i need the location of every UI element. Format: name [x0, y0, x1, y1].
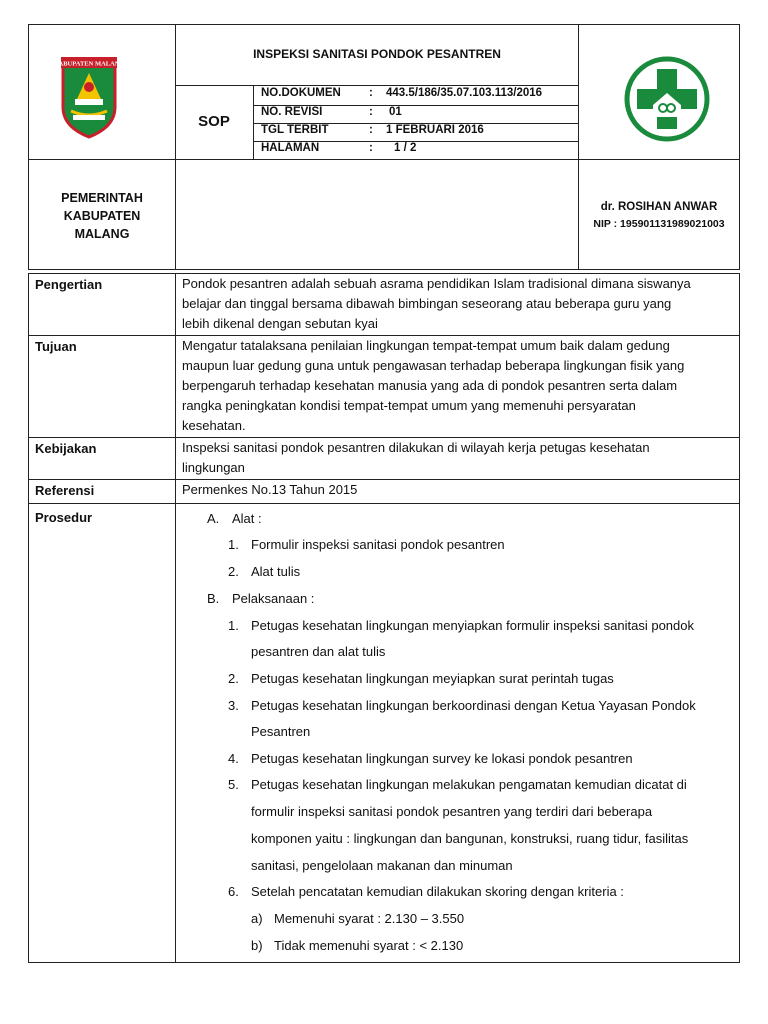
row-label-referensi: Referensi	[35, 483, 95, 498]
step-5-line-1: Petugas kesehatan lingkungan melakukan pengamatan kemudian dicatat di	[251, 777, 687, 792]
svg-text:KABUPATEN MALANG: KABUPATEN MALANG	[57, 60, 121, 68]
kebijakan-line-2: lingkungan	[182, 460, 245, 475]
signer-name: dr. ROSIHAN ANWAR	[600, 201, 718, 213]
step-num-6: 6.	[228, 884, 239, 899]
step-num-2: 2.	[228, 671, 239, 686]
step-3-line-1: Petugas kesehatan lingkungan berkoordinasi dengan Ketua Yayasan Pondok	[251, 698, 696, 713]
section-b-num: B.	[207, 591, 220, 606]
step-6-line-1: Setelah pencatatan kemudian dilakukan skoring dengan kriteria :	[251, 884, 624, 899]
step-5-line-3: komponen yaitu : lingkungan dan bangunan, konstruksi, ruang tidur, fasilitas	[251, 831, 689, 846]
gov-line-2: KABUPATEN	[63, 209, 141, 223]
alat-text-2: Alat tulis	[251, 564, 301, 579]
row-label-prosedur: Prosedur	[35, 510, 93, 525]
sop-label: SOP	[198, 113, 230, 130]
gov-line-1: PEMERINTAH	[61, 191, 143, 205]
kebijakan-line-1: Inspeksi sanitasi pondok pesantren dilakukan di wilayah kerja petugas kesehatan	[182, 440, 650, 455]
document-title: INSPEKSI SANITASI PONDOK PESANTREN	[253, 47, 501, 61]
tujuan-line-2: maupun luar gedung guna untuk pengawasan terhadap beberapa lingkungan fisik yang	[182, 358, 685, 373]
step-num-5: 5.	[228, 777, 239, 792]
gov-line-3: MALANG	[74, 227, 130, 241]
tujuan-line-1: Mengatur tatalaksana penilaian lingkungan tempat-tempat umum baik dalam gedung	[182, 338, 670, 353]
meta-sep: :	[369, 142, 373, 154]
tujuan-line-3: berpengaruh terhadap kesehatan manusia yang ada di pondok pesantren serta dalam	[182, 378, 678, 393]
signer-nip: NIP : 195901131989021003	[593, 218, 725, 230]
row-label-kebijakan: Kebijakan	[35, 441, 97, 456]
row-label-pengertian: Pengertian	[35, 277, 103, 292]
row-label-tujuan: Tujuan	[35, 339, 77, 354]
alat-num-1: 1.	[228, 537, 239, 552]
step-num-4: 4.	[228, 751, 239, 766]
step-1-line-2: pesantren dan alat tulis	[251, 644, 386, 659]
step-5-line-4: sanitasi, pengelolaan makanan dan minuman	[251, 858, 513, 873]
meta-label-halaman: HALAMAN	[261, 142, 320, 154]
puskesmas-logo	[623, 55, 711, 143]
step-4-line-1: Petugas kesehatan lingkungan survey ke lokasi pondok pesantren	[251, 751, 633, 766]
kabupaten-malang-logo	[57, 55, 121, 139]
meta-label-nodokumen: NO.DOKUMEN	[261, 87, 341, 99]
step-2-line-1: Petugas kesehatan lingkungan meyiapkan surat perintah tugas	[251, 671, 614, 686]
sop-body-table	[28, 273, 740, 963]
meta-value-nodokumen: 443.5/186/35.07.103.113/2016	[386, 87, 543, 99]
pengertian-line-1: Pondok pesantren adalah sebuah asrama pendidikan Islam tradisional dimana siswanya	[182, 276, 691, 291]
meta-sep: :	[369, 106, 373, 118]
meta-value-tglterbit: 1 FEBRUARI 2016	[386, 124, 484, 136]
meta-value-halaman: 1 / 2	[394, 142, 417, 154]
step-num-3: 3.	[228, 698, 239, 713]
step-1-line-1: Petugas kesehatan lingkungan menyiapkan formulir inspeksi sanitasi pondok	[251, 618, 694, 633]
referensi-text: Permenkes No.13 Tahun 2015	[182, 482, 358, 497]
criteria-num-b: b)	[251, 938, 263, 953]
tujuan-line-5: kesehatan.	[182, 418, 246, 433]
section-a-text: Alat :	[232, 511, 262, 526]
alat-text-1: Formulir inspeksi sanitasi pondok pesantren	[251, 537, 505, 552]
meta-sep: :	[369, 124, 373, 136]
step-5-line-2: formulir inspeksi sanitasi pondok pesantren yang terdiri dari beberapa	[251, 804, 653, 819]
meta-label-tglterbit: TGL TERBIT	[261, 124, 329, 136]
step-3-line-2: Pesantren	[251, 724, 311, 739]
section-b-text: Pelaksanaan :	[232, 591, 315, 606]
sop-header	[28, 24, 740, 270]
criteria-text-a: Memenuhi syarat : 2.130 – 3.550	[274, 911, 465, 926]
pengertian-line-3: lebih dikenal dengan sebutan kyai	[182, 316, 378, 331]
criteria-num-a: a)	[251, 911, 263, 926]
section-a-num: A.	[207, 511, 220, 526]
alat-num-2: 2.	[228, 564, 239, 579]
tujuan-line-4: rangka peningkatan kondisi tempat-tempat umum yang memenuhi persyaratan	[182, 398, 636, 413]
meta-sep: :	[369, 87, 373, 99]
criteria-text-b: Tidak memenuhi syarat : < 2.130	[274, 938, 464, 953]
meta-value-norevisi: 01	[389, 106, 402, 118]
meta-label-norevisi: NO. REVISI	[261, 106, 323, 118]
pengertian-line-2: belajar dan tinggal bersama dibawah bimbingan seseorang atau beberapa guru yang	[182, 296, 672, 311]
step-num-1: 1.	[228, 618, 239, 633]
